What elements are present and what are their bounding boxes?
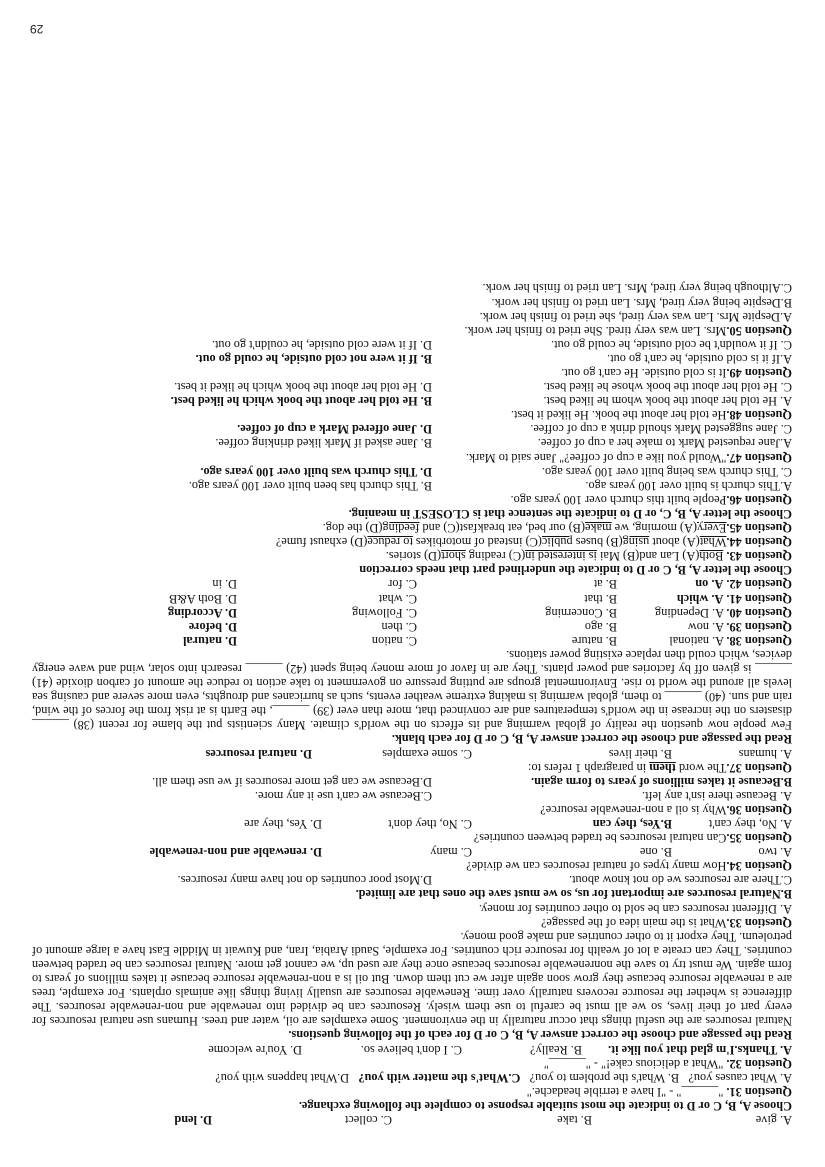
q44-label: Question 44. [726,535,792,550]
q36-stem-line [32,803,792,817]
q39-option-d: D. before [188,619,237,634]
q33-label: Question 33. [726,915,792,930]
q37-stem-line [32,761,792,775]
q40-option-d: D. According [168,605,237,620]
q31-options [32,1071,792,1085]
q49-stem: It is cold outside. He can't go out. [561,366,727,381]
page-number: 29 [30,22,44,36]
q46-options-cd [32,465,792,479]
q31-stem: "______" - "I have a terrible headache." [526,1084,727,1099]
q43-label: Question 43. [726,549,792,564]
q47-stem-line [32,451,792,465]
exchange-instruction: Choose A, B, C or D to indicate the most suitable response to complete the following exchange. [298,1098,792,1113]
q34-stem: How many types of natural resources can we divide? [466,859,727,874]
q37-option-b: B. their lives [608,746,672,761]
q36-option-c: C.Because we can't use it any more. [254,788,432,803]
q34-option-c: C. many [430,845,472,860]
q38-option-a: A. national [669,633,724,648]
q37-stem-word: them [649,760,676,775]
q30-options [32,1113,792,1127]
q31-option-d: D.What happens with you? [215,1070,350,1085]
reading1-instruction: Read the passage and choose the correct answer A, B, C or D for each of the following questions. [288,1028,792,1043]
q41-option-b: B. that [584,591,617,606]
error-instruction: Choose the letter A, B, C or D to indicate the underlined part that needs correction [359,563,792,578]
q47-label: Question 47. [726,450,792,465]
q50-label: Question 50. [726,323,792,338]
q44-line: Question 44.What(A) about using(B) buses public(C) instead of motorbikes to reduce(D) exhaust fume? [275,535,792,550]
q34-options [32,845,792,859]
q39-option-a: A. now [687,619,724,634]
q36-options-bd [32,775,792,789]
q42-option-c: C. for [388,577,417,592]
q34-option-d: D. renewable and non-renewable [149,845,322,860]
q32-option-c: C. I don't believe so. [360,1042,462,1057]
q50-stem-line [32,324,792,338]
q33-option-b: B.Natural resources are important for us, so we must save the ones that are limited. [355,887,792,902]
q36-option-b: B.Because it takes millions of years to form again. [531,774,792,789]
q35-option-c: C. No, they don't [388,817,472,832]
q48-label: Question 48. [726,408,792,423]
q34-option-b: B. one [639,845,672,860]
q39-option-b: B. ago [584,619,617,634]
passage-global-warming: Few people now question the reality of global warming and its effects on the world's climate. Many scientists put the blame for recent (38) ______ disasters on the increase in the world's temperatures and are convinced that, more than ever (39) ______, the Earth is at risk from the forces of the wind, rain and sun. (40) ______ to them, global warming is making extreme weather events, such as hurricanes and droughts, even more severe and causing sea levels all around the world to rise. Environmental groups are putting pressure on government to take action to reduce the amount of carbon dioxide (41) ______ is given off by factories and power plants. They are in favor of more money being spent (42) ______ research into solar, wind and wave energy devices, which could then replace existing power stations. [32,647,792,733]
q33-option-a: A. Different resources can be sold to other countries for money. [478,901,792,916]
q40-label: Question 40. [726,605,792,620]
q49-option-a: A.If it is cold outside, he can't go out. [607,351,792,366]
q42-row [32,577,792,591]
q31-label: Question 31. [726,1084,792,1099]
q35-options [32,817,792,831]
q35-stem: Can natural resources be traded between countries? [473,831,727,846]
q45-label: Question 45. [726,521,792,536]
q38-row [32,634,792,648]
q31-option-a: A. What causes you? [688,1070,792,1085]
q41-row [32,591,792,605]
q35-option-a: A. No, they can't [708,817,792,832]
q39-label: Question 39. [726,619,792,634]
q50-stem: Mrs. Lan was very tired. She tried to finish her work. [464,323,727,338]
q49-option-c: C. If it wouldn't be cold outside, he could go out. [551,337,792,352]
q35-option-b: B.Yes, they can [592,817,672,832]
q33-option-d: D.Most poor countries do not have many resources. [177,873,432,888]
q36-label: Question 36. [726,802,792,817]
q35-label: Question 35. [726,831,792,846]
q40-option-b: B. Concerning [545,605,617,620]
q41-option-d: D. Both A&B [169,591,237,606]
q41-label: Question 41. [726,591,792,606]
q39-row [32,620,792,634]
q30-option-d: D. lend [174,1113,212,1127]
q49-label: Question 49. [726,366,792,381]
q48-stem-line [32,408,792,422]
q32-label: Question 32. [726,1056,792,1071]
q46-option-d: D. This church was built over 100 years ago. [200,464,432,479]
q49-options-ab [32,352,792,366]
q46-option-a: A.This church is built over 100 years ago. [585,478,792,493]
q31-stem-line [32,1085,792,1099]
q37-label: Question 37. [726,760,792,775]
q46-stem-line [32,493,792,507]
q34-stem-line [32,859,792,873]
q47-option-d: D. Jane offered Mark a cup of coffee. [237,422,432,437]
q37-option-d: D. natural resources [205,746,312,761]
q34-label: Question 34. [726,859,792,874]
q41-option-a: A. which [676,591,724,606]
q50-option-c: C.Although being very tired, Mrs. Lan tried to finish her work. [482,281,792,296]
q49-option-d: D. If it were cold outside, he couldn't go out. [211,337,432,352]
q50-option-a: A.Despite Mrs. Lan was very tired, she tried to finish her work. [479,309,792,324]
passage-natural-resources: Natural resources are the useful things that occur naturally in the environment. Some examples are oil, water and trees. Humans use natural resources for every part of their lives, so we all must be careful to use them wisely. Resources can be divided into renewable and non-renewable resources. The difference is whether the resource recovers naturally over time. Renewable resources are usually living things like animals orplants. For example, trees are a renewable resource because they grow soon again after we cut them down. But oil is a non-renewable resource because it takes millions of years to form again. We must try to save the nonrenewable resources because once they are used up, we cannot get more. Natural resources can be traded between countries. They can create a lot of wealth for resource rich countries. For example, Saudi Arabia, Iran, and Kuwait in Middle East have a large amount of petroleum. They export it to other countries and make good money. [32,929,792,1029]
q40-row [32,606,792,620]
q32-options [32,1042,792,1056]
q42-label: Question 42. [726,577,792,592]
q47-stem: "Would you like a cup of coffee?" Jane said to Mark. [465,450,727,465]
q30-option-a: A. give [755,1113,792,1127]
q34-option-a: A. two [758,845,792,860]
q32-option-b: B. Really? [530,1042,582,1057]
q39-option-c: C. then [381,619,417,634]
q36-option-a: A. Because there isn't any left. [641,788,792,803]
q46-option-b: B. This church has been built over 100 years ago. [188,478,432,493]
q38-option-b: B. nature [571,633,617,648]
q37-stem-post: in paragraph 1 refers to: [528,760,650,775]
q32-stem: "What a delicious cake!" - "______" [543,1056,727,1071]
q36-option-d: D.Because we can get more resources if we use them all. [152,774,432,789]
q45-line: Question 45.Every(A) morning, we make(B) our bed, eat breakfast(C) and feeding(D) the dog. [322,521,792,536]
q46-option-c: C. This church was being built over 100 years ago. [541,464,792,479]
q49-option-b: B. If it were not cold outside, he could go out. [195,351,432,366]
q33-option-c: C.There are resources we do not know about. [569,873,792,888]
reading2-instruction: Read the passage and choose the correct answer A, B, C or D for each blank. [391,732,792,747]
q41-option-c: C. what [378,591,417,606]
q40-option-c: C. Following [352,605,417,620]
q37-option-a: A. humans [738,746,792,761]
q37-options [32,746,792,760]
q48-option-d: D. He told her about the book which he liked it best. [174,380,432,395]
q42-option-b: B. at [593,577,617,592]
q36-stem: Why is oil a non-renewable resource? [540,802,727,817]
document-body [32,281,792,1127]
q48-options-ab [32,394,792,408]
q38-label: Question 38. [726,633,792,648]
q40-option-a: A. Depending [655,605,724,620]
q48-option-c: C. He told her about the book whose he liked best. [543,380,792,395]
q46-label: Question 46. [726,492,792,507]
q43-line: Question 43. Both(A) Lan and(B) Mai is interested in(C) reading short(D) stories. [385,549,792,564]
q49-options-cd [32,338,792,352]
q42-option-a: A. on [695,577,724,592]
q30-option-c: C. collect [344,1113,392,1127]
q37-stem-pre: The word [675,760,727,775]
q33-options-cd [32,873,792,887]
q36-options-ac [32,789,792,803]
q35-stem-line [32,831,792,845]
q38-option-d: D. natural [183,633,237,648]
q35-option-d: D. Yes, they are [244,817,322,832]
q30-option-b: B. take [557,1113,592,1127]
q47-options-ab [32,436,792,450]
q33-stem-line [32,916,792,930]
q32-option-a: A. Thanks.I'm glad that you like it. [608,1042,792,1057]
q48-stem: He told her about the book. He liked it best. [510,408,727,423]
q47-option-c: C. Jane suggested Mark should drink a cup of coffee. [530,422,792,437]
q47-options-cd [32,422,792,436]
q46-stem: People built this church over 100 years ago. [510,492,727,507]
q33-stem: What is the main idea of the passage? [540,915,727,930]
q47-option-a: A.Jane requested Mark to make her a cup of coffee. [537,436,792,451]
q47-option-b: B. Jane asked if Mark liked drinking coffee. [215,436,432,451]
closest-instruction: Choose the letter A, B, C, or D to indicate the sentence that is CLOSEST in meaning. [348,506,792,521]
q42-option-d: D. in [212,577,237,592]
q32-stem-line [32,1057,792,1071]
q38-option-c: C. nation [371,633,417,648]
q32-option-d: D. You're welcome [208,1042,302,1057]
q46-options-ab [32,479,792,493]
q48-option-a: A. He told her about the book whom he liked best. [543,394,792,409]
q49-stem-line [32,366,792,380]
q31-option-b: B. What's the problem to you? [529,1070,680,1085]
q50-option-b: B.Despite being very tired, Mrs. Lan tried to finish her work. [491,295,792,310]
q48-options-cd [32,380,792,394]
q31-option-c: C.What's the matter with you? [358,1070,521,1085]
q37-option-c: C. some examples [382,746,472,761]
q48-option-b: B. He told her about the book which he liked best. [170,394,432,409]
